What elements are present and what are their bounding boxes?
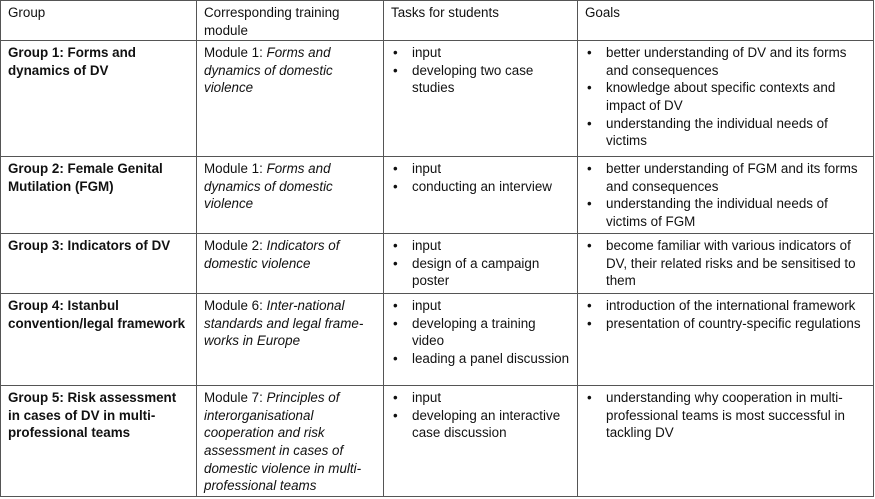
- tasks-list: [391, 160, 571, 195]
- header-tasks: Tasks for students: [384, 1, 578, 41]
- tasks-list: [391, 389, 571, 442]
- table-row: [1, 234, 874, 294]
- module-cell: [197, 234, 384, 294]
- tasks-cell: [384, 157, 578, 234]
- module-cell: [197, 41, 384, 157]
- table-row: [1, 157, 874, 234]
- goals-list: [585, 389, 867, 442]
- goals-list: [585, 44, 867, 150]
- header-goals: Goals: [578, 1, 874, 41]
- goals-cell: [578, 386, 874, 497]
- goal-item: • become familiar with various indicators of DV, their related risks and be sensitised to them: [585, 237, 867, 290]
- module-prefix: Module 2:: [204, 238, 267, 254]
- goals-list: [585, 160, 867, 230]
- group-cell: Group 2: Female Genital Mutilation (FGM): [1, 157, 197, 234]
- goal-item: • understanding the individual needs of victims: [585, 115, 867, 150]
- tasks-cell: [384, 294, 578, 386]
- header-group: Group: [1, 1, 197, 41]
- goals-cell: [578, 234, 874, 294]
- task-item: • conducting an interview: [391, 178, 571, 196]
- module-title: Principles of interorganisational cooperation and risk assessment in cases of domestic violence in multi-professional teams: [204, 390, 362, 494]
- module-prefix: Module 7:: [204, 390, 267, 406]
- goals-cell: [578, 41, 874, 157]
- header-module: Corresponding training module: [197, 1, 384, 41]
- goal-item: • understanding why cooperation in multi-professional teams is most successful in tackling DV: [585, 389, 867, 442]
- module-cell: [197, 294, 384, 386]
- module-title: Forms and dynamics of domestic violence: [204, 45, 333, 96]
- table-row: [1, 386, 874, 497]
- task-item: • input: [391, 297, 571, 315]
- tasks-cell: [384, 41, 578, 157]
- module-cell: [197, 386, 384, 497]
- module-prefix: Module 1:: [204, 45, 267, 61]
- module-prefix: Module 6:: [204, 298, 267, 314]
- goals-cell: [578, 157, 874, 234]
- goal-item: • presentation of country-specific regulations: [585, 315, 867, 333]
- module-cell: [197, 157, 384, 234]
- tasks-cell: [384, 234, 578, 294]
- module-title: Indicators of domestic violence: [204, 238, 340, 271]
- tasks-list: [391, 44, 571, 97]
- group-cell: Group 4: Istanbul convention/legal framework: [1, 294, 197, 386]
- task-item: • input: [391, 389, 571, 407]
- goals-list: [585, 297, 867, 332]
- goal-item: • better understanding of DV and its forms and consequences: [585, 44, 867, 79]
- goals-cell: [578, 294, 874, 386]
- module-title: Inter-national standards and legal frame-works in Europe: [204, 298, 364, 349]
- task-item: • input: [391, 237, 571, 255]
- group-cell: Group 3: Indicators of DV: [1, 234, 197, 294]
- task-item: • design of a campaign poster: [391, 255, 571, 290]
- table-row: [1, 41, 874, 157]
- goal-item: • introduction of the international framework: [585, 297, 867, 315]
- goal-item: • knowledge about specific contexts and impact of DV: [585, 79, 867, 114]
- task-item: • developing two case studies: [391, 62, 571, 97]
- task-item: • developing a training video: [391, 315, 571, 350]
- tasks-list: [391, 237, 571, 290]
- module-title: Forms and dynamics of domestic violence: [204, 161, 333, 212]
- table-row: [1, 294, 874, 386]
- task-item: • input: [391, 160, 571, 178]
- module-prefix: Module 1:: [204, 161, 267, 177]
- goal-item: • better understanding of FGM and its forms and consequences: [585, 160, 867, 195]
- group-cell: Group 1: Forms and dynamics of DV: [1, 41, 197, 157]
- group-cell: Group 5: Risk assessment in cases of DV in multi-professional teams: [1, 386, 197, 497]
- task-item: • leading a panel discussion: [391, 350, 571, 368]
- goals-list: [585, 237, 867, 290]
- task-item: • developing an interactive case discussion: [391, 407, 571, 442]
- task-item: • input: [391, 44, 571, 62]
- tasks-list: [391, 297, 571, 367]
- tasks-cell: [384, 386, 578, 497]
- header-row: [1, 1, 874, 41]
- goal-item: • understanding the individual needs of victims of FGM: [585, 195, 867, 230]
